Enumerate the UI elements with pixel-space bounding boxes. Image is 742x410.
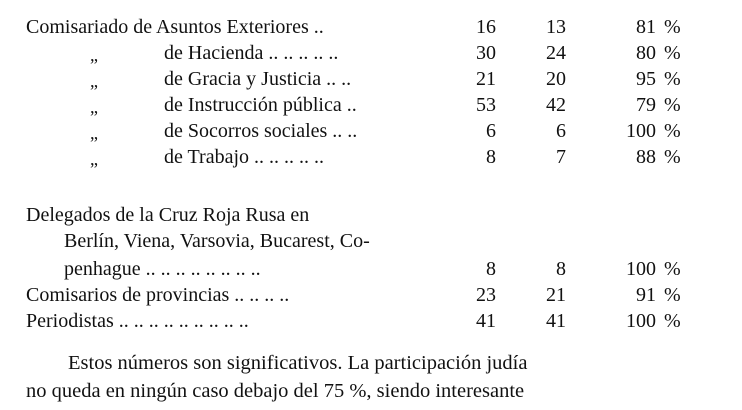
value-percent: 91: [636, 284, 656, 306]
percent-sign: %: [664, 68, 681, 90]
table-row-delegados-line2: [0, 228, 742, 254]
table-row: [0, 282, 742, 308]
value-total: 53: [476, 94, 496, 116]
table-row: [0, 144, 742, 170]
table-row: [0, 118, 742, 144]
row-label: de Trabajo .. .. .. .. ..: [164, 146, 324, 168]
value-percent: 95: [636, 68, 656, 90]
percent-sign: %: [664, 16, 681, 38]
table-row: [0, 92, 742, 118]
ditto-mark: „: [90, 97, 98, 117]
value-total: 8: [486, 258, 496, 280]
table-row: [0, 14, 742, 40]
value-count: 7: [556, 146, 566, 168]
value-total: 21: [476, 68, 496, 90]
value-percent: 81: [636, 16, 656, 38]
value-total: 41: [476, 310, 496, 332]
row-label: de Socorros sociales .. ..: [164, 120, 358, 142]
percent-sign: %: [664, 284, 681, 306]
value-count: 13: [546, 16, 566, 38]
value-percent: 100: [626, 120, 656, 142]
value-percent: 80: [636, 42, 656, 64]
value-percent: 100: [626, 258, 656, 280]
row-label: Periodistas .. .. .. .. .. .. .. .. ..: [26, 310, 249, 332]
percent-sign: %: [664, 42, 681, 64]
value-percent: 88: [636, 146, 656, 168]
value-count: 42: [546, 94, 566, 116]
row-label: de Instrucción pública ..: [164, 94, 357, 116]
table-row: [0, 308, 742, 334]
table-row-delegados-line1: [0, 202, 742, 228]
row-label: de Gracia y Justicia .. ..: [164, 68, 352, 90]
row-label: penhague .. .. .. .. .. .. .. ..: [64, 258, 261, 280]
percent-sign: %: [664, 310, 681, 332]
value-total: 6: [486, 120, 496, 142]
table-row: [0, 66, 742, 92]
value-count: 24: [546, 42, 566, 64]
row-label: de Hacienda .. .. .. .. ..: [164, 42, 339, 64]
ditto-mark: „: [90, 71, 98, 91]
table-row: [0, 40, 742, 66]
value-count: 21: [546, 284, 566, 306]
value-count: 20: [546, 68, 566, 90]
value-percent: 79: [636, 94, 656, 116]
paragraph-line: no queda en ningún caso debajo del 75 %, siendo interesante: [26, 380, 525, 402]
value-total: 16: [476, 16, 496, 38]
percent-sign: %: [664, 258, 681, 280]
value-count: 6: [556, 120, 566, 142]
percent-sign: %: [664, 94, 681, 116]
percent-sign: %: [664, 120, 681, 142]
value-count: 41: [546, 310, 566, 332]
ditto-mark: „: [90, 123, 98, 143]
value-total: 8: [486, 146, 496, 168]
ditto-mark: „: [90, 45, 98, 65]
value-total: 30: [476, 42, 496, 64]
value-percent: 100: [626, 310, 656, 332]
paragraph-line: Estos números son significativos. La participación judía: [68, 352, 528, 374]
table-row-delegados: [0, 256, 742, 282]
percent-sign: %: [664, 146, 681, 168]
row-label: Comisariado de Asuntos Exteriores ..: [26, 16, 324, 38]
row-label: Berlín, Viena, Varsovia, Bucarest, Co-: [64, 230, 370, 252]
ditto-mark: „: [90, 149, 98, 169]
value-count: 8: [556, 258, 566, 280]
row-label: Delegados de la Cruz Roja Rusa en: [26, 204, 310, 226]
value-total: 23: [476, 284, 496, 306]
row-label: Comisarios de provincias .. .. .. ..: [26, 284, 290, 306]
